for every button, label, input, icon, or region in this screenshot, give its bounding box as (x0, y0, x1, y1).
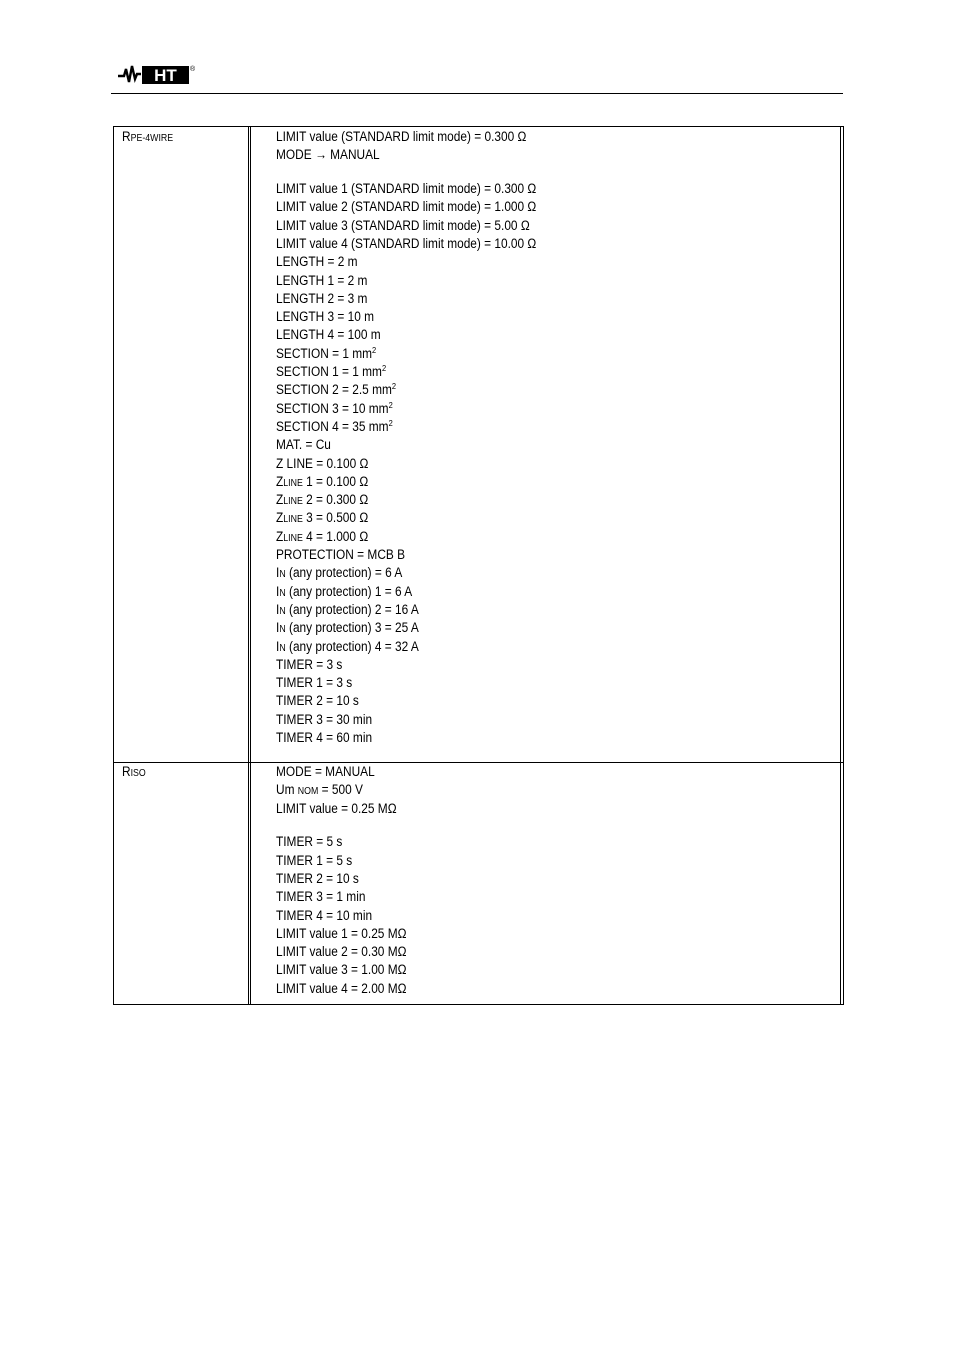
column-divider-left (248, 127, 249, 1004)
header-rule (111, 93, 843, 94)
rpe-line-in: IN (any protection) 4 = 32 A (276, 638, 419, 654)
rpe-line-section: SECTION 2 = 2.5 $mm^2$ (276, 381, 397, 398)
riso-line: LIMIT value 3 = 1.00 MΩ (276, 962, 407, 978)
rpe-line: Z LINE = 0.100 Ω (276, 455, 369, 471)
riso-line: LIMIT value 2 = 0.30 MΩ (276, 944, 407, 960)
riso-line: LIMIT value = 0.25 MΩ (276, 800, 397, 816)
rpe-line: MAT. = Cu (276, 437, 331, 453)
rpe-line-section: SECTION 4 = 35 $mm^2$ (276, 417, 393, 434)
rpe-line-in: IN (any protection) = 6 A (276, 565, 403, 581)
rpe-line: LENGTH 2 = 3 m (276, 290, 368, 306)
rpe-line: LENGTH 1 = 2 m (276, 272, 368, 288)
row-divider (114, 762, 843, 763)
rpe-line: LENGTH = 2 m (276, 254, 358, 270)
rpe-line: TIMER = 3 s (276, 656, 343, 672)
rpe-line-section: SECTION 1 = 1 $mm^2$ (276, 363, 387, 380)
riso-line-um: Um NOM = 500 V (276, 782, 363, 798)
rpe-line: TIMER 4 = 60 min (276, 730, 373, 745)
rpe-line: LIMIT value (STANDARD limit mode) = 0.300 Ω (276, 129, 527, 144)
riso-line: TIMER = 5 s (276, 834, 343, 850)
settings-table (113, 126, 844, 1005)
rpe-line: TIMER 1 = 3 s (276, 675, 353, 691)
rpe-line: MODE → MANUAL (276, 147, 380, 163)
riso-line: MODE = MANUAL (276, 764, 375, 779)
rpe-line: LIMIT value 1 (STANDARD limit mode) = 0.300 Ω (276, 181, 537, 197)
riso-line: LIMIT value 1 = 0.25 MΩ (276, 925, 407, 941)
rpe-line-in: IN (any protection) 3 = 25 A (276, 620, 419, 636)
rpe-line: LIMIT value 3 (STANDARD limit mode) = 5.00 Ω (276, 217, 530, 233)
rpe-line: LIMIT value 2 (STANDARD limit mode) = 1.000 Ω (276, 199, 537, 215)
rpe-line-blank (276, 165, 536, 181)
riso-line: TIMER 1 = 5 s (276, 852, 353, 868)
rpe-line-in: IN (any protection) 1 = 6 A (276, 583, 413, 599)
rpe-line: LENGTH 3 = 10 m (276, 309, 375, 325)
riso-line: TIMER 3 = 1 min (276, 889, 366, 905)
riso-line-blank (276, 818, 407, 834)
riso-line: TIMER 4 = 10 min (276, 907, 373, 923)
rpe-line-zline: ZLINE 2 = 0.300 Ω (276, 492, 369, 508)
registered-mark: ® (190, 66, 196, 73)
ht-logo-text: HT (154, 66, 177, 85)
row-label-rpe: RPE-4WIRE (122, 129, 174, 144)
riso-settings (276, 763, 424, 998)
rpe-line-in: IN (any protection) 2 = 16 A (276, 601, 419, 617)
rpe-settings (276, 128, 572, 747)
rpe-line-zline: ZLINE 4 = 1.000 Ω (276, 528, 369, 544)
row-label-riso: RISO (122, 764, 146, 779)
rpe-line: LIMIT value 4 (STANDARD limit mode) = 10.00 Ω (276, 235, 537, 251)
ht-logo (117, 60, 197, 88)
rpe-line-zline: ZLINE 1 = 0.100 Ω (276, 473, 369, 489)
riso-line: TIMER 2 = 10 s (276, 870, 359, 886)
rpe-line: TIMER 2 = 10 s (276, 693, 359, 709)
rpe-line-section: SECTION = 1 $mm^2$ (276, 344, 377, 361)
riso-line: LIMIT value 4 = 2.00 MΩ (276, 980, 407, 996)
outer-right-double (840, 127, 841, 1004)
rpe-line: TIMER 3 = 30 min (276, 711, 373, 727)
column-divider-right (250, 127, 251, 1004)
rpe-line: LENGTH 4 = 100 m (276, 327, 381, 343)
rpe-line-section: SECTION 3 = 10 $mm^2$ (276, 399, 393, 416)
rpe-line-zline: ZLINE 3 = 0.500 Ω (276, 510, 369, 526)
rpe-line: PROTECTION = MCB B (276, 547, 406, 563)
